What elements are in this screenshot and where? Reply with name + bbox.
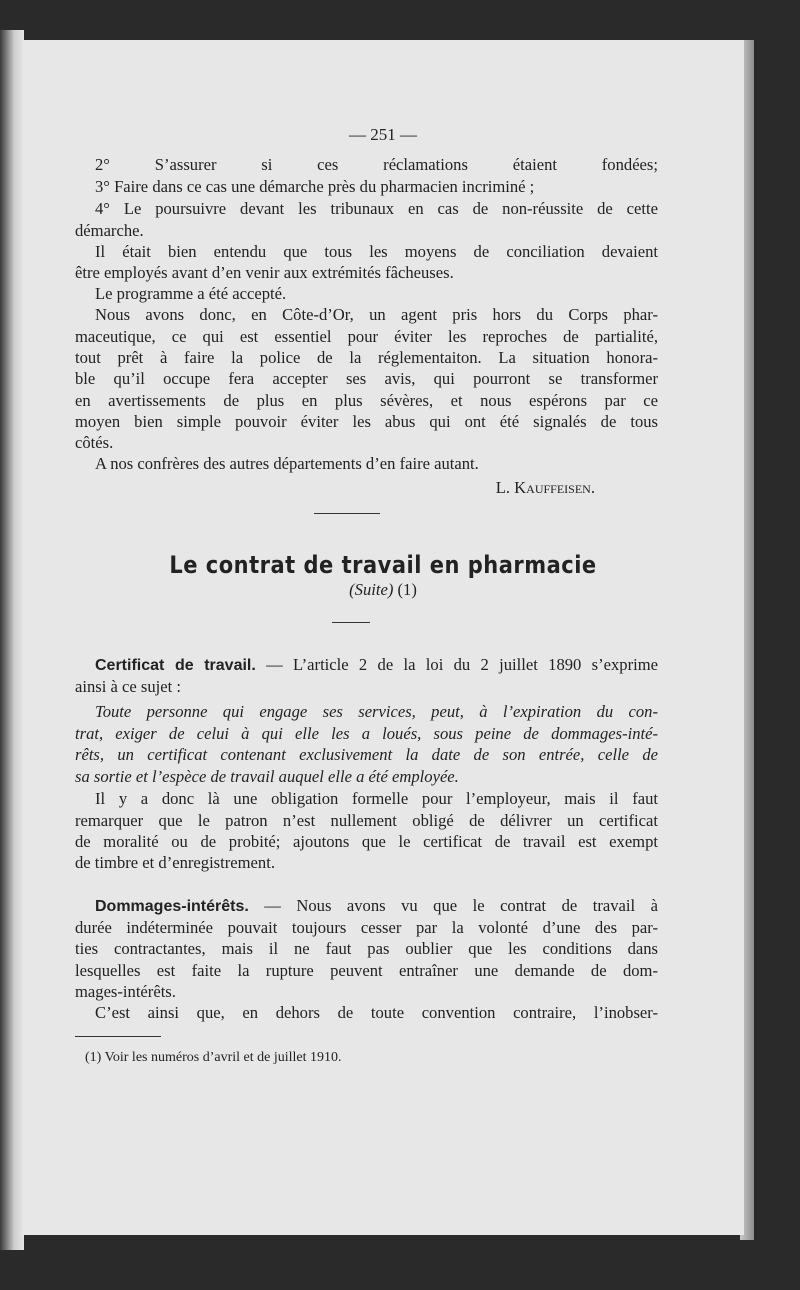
quote-line: sa sortie et l’espèce de travail auquel elle a été employée.: [75, 767, 459, 786]
intro-line: en avertissements de plus en plus sévères, et nous espérons par ce: [75, 391, 658, 410]
article-title: Le contrat de travail en pharmacie: [169, 551, 597, 579]
page-number: — 251 —: [349, 125, 417, 144]
intro-line: maceutique, ce qui est essentiel pour éviter les reproches de partialité,: [75, 327, 658, 346]
document-page: [22, 40, 744, 1235]
article-subtitle: [22, 580, 744, 600]
quote-line: rêts, un certificat contenant exclusivement la date de son entrée, celle de: [75, 745, 658, 764]
dommages-lead-text: — Nous avons vu que le contrat de travail à: [248, 896, 658, 915]
intro-line: démarche.: [75, 221, 144, 240]
dommages-line: ties contractantes, mais il ne faut pas oublier que les conditions dans: [75, 939, 658, 958]
intro-line: Il était bien entendu que tous les moyens de conciliation devaient: [95, 242, 658, 261]
intro-line: moyen bien simple pouvoir éviter les abus qui ont été signalés de tous: [75, 412, 658, 431]
intro-line: être employés avant d’en venir aux extrémités fâcheuses.: [75, 263, 454, 282]
dommages-line: durée indéterminée pouvait toujours cesser par la volonté d’une des par-: [75, 918, 658, 937]
intro-line: Nous avons donc, en Côte-d’Or, un agent pris hors du Corps phar-: [95, 305, 658, 324]
certificat-body-line: Il y a donc là une obligation formelle pour l’employeur, mais il faut: [95, 789, 658, 808]
certificat-lead-text: — L’article 2 de la loi du 2 juillet 1890 s’exprime: [255, 655, 658, 674]
intro-line: Le programme a été accepté.: [95, 284, 287, 303]
intro-line: 2° S’assurer si ces réclamations étaient fondées;: [95, 155, 658, 174]
quote-line: trat, exiger de celui à qui elle les a loués, sous peine de dommages-inté-: [75, 724, 658, 743]
intro-line: 3° Faire dans ce cas une démarche près du pharmacien incriminé ;: [95, 177, 535, 196]
quote-line: Toute personne qui engage ses services, peut, à l’expiration du con-: [95, 702, 658, 721]
signature: L. Kauffeisen.: [495, 478, 595, 497]
certificat-heading: Certificat de travail.: [95, 657, 256, 674]
intro-line: A nos confrères des autres départements d’en faire autant.: [95, 454, 479, 473]
dommages-line: C’est ainsi que, en dehors de toute convention contraire, l’inobser-: [95, 1003, 658, 1022]
footnote: (1) Voir les numéros d’avril et de juillet 1910.: [85, 1050, 342, 1065]
title-divider: [332, 622, 370, 623]
certificat-line: ainsi à ce sujet :: [75, 677, 181, 696]
subtitle-suite: (Suite): [349, 580, 394, 599]
intro-line: tout prêt à faire la police de la réglementaiton. La situation honora-: [75, 348, 658, 367]
dommages-line: lesquelles est faite la rupture peuvent entraîner une demande de dom-: [75, 961, 658, 980]
certificat-body-line: de timbre et d’enregistrement.: [75, 853, 275, 872]
section-divider: [314, 513, 380, 514]
dommages-lead: [95, 895, 658, 917]
dommages-heading: Dommages-intérêts.: [95, 898, 249, 915]
intro-line: côtés.: [75, 433, 114, 452]
dommages-line: mages-intérêts.: [75, 982, 176, 1001]
intro-line: ble qu’il occupe fera accepter ses avis, qui pourront se transformer: [75, 369, 658, 388]
binding-spine: [0, 30, 24, 1250]
certificat-lead: [95, 654, 658, 676]
intro-line: 4° Le poursuivre devant les tribunaux en cas de non-réussite de cette: [95, 199, 658, 218]
certificat-body-line: de moralité ou de probité; ajoutons que le certificat de travail est exempt: [75, 832, 658, 851]
subtitle-footnote-ref: (1): [393, 580, 417, 599]
footnote-rule: [75, 1036, 161, 1037]
certificat-body-line: remarquer que le patron n’est nullement obligé de délivrer un certificat: [75, 811, 658, 830]
